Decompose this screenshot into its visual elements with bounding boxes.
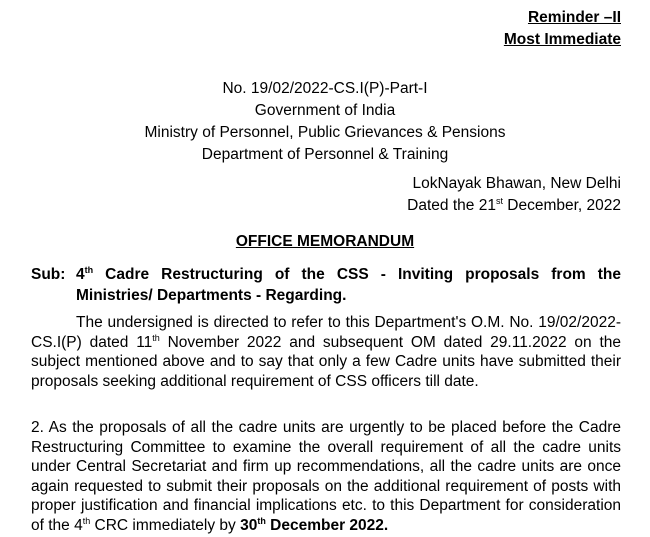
subject-label: Sub:: [31, 266, 66, 283]
reminder-block: [504, 7, 621, 51]
priority-label: Most Immediate: [503, 31, 621, 48]
paragraph-1: The undersigned is directed to refer to this Department's O.M. No. 19/02/2022-CS.I(P) dated 11th November 2022 and subsequent OM dated 29.11.2022 on the subject mentioned above and to say that only a few Cadre units have submitted their proposals seeking additional requirement of CSS officers till date.: [31, 314, 621, 390]
subject-line: [31, 264, 621, 306]
letterhead: [0, 78, 650, 166]
place-date-block: [407, 173, 621, 217]
reminder-label: Reminder –II: [527, 9, 621, 26]
deadline-date: 30th December 2022.: [240, 515, 389, 534]
ministry-name: Ministry of Personnel, Public Grievances & Pensions: [144, 124, 506, 141]
government-name: Government of India: [254, 102, 396, 119]
place: LokNayak Bhawan, New Delhi: [412, 175, 621, 192]
file-number: No. 19/02/2022-CS.I(P)-Part-I: [222, 80, 428, 97]
paragraph-2: 2. As the proposals of all the cadre units are urgently to be placed before the Cadre Restructuring Committee to examine the overall requirement of all the cadre units under Central Secretariat and firm up recommendations, all the cadre units are once again requested to submit their proposals on the additional requirement of posts with proper justification and financial implications etc. to this Department for consideration of the 4th CRC immediately by 30th December 2022.: [31, 419, 621, 534]
subject-text: 4th Cadre Restructuring of the CSS - Inviting proposals from the Ministries/ Departments - Regarding.: [76, 265, 621, 304]
memorandum-title: OFFICE MEMORANDUM: [235, 233, 415, 250]
date: Dated the 21st December, 2022: [407, 196, 621, 214]
department-name: Department of Personnel & Training: [201, 146, 449, 163]
